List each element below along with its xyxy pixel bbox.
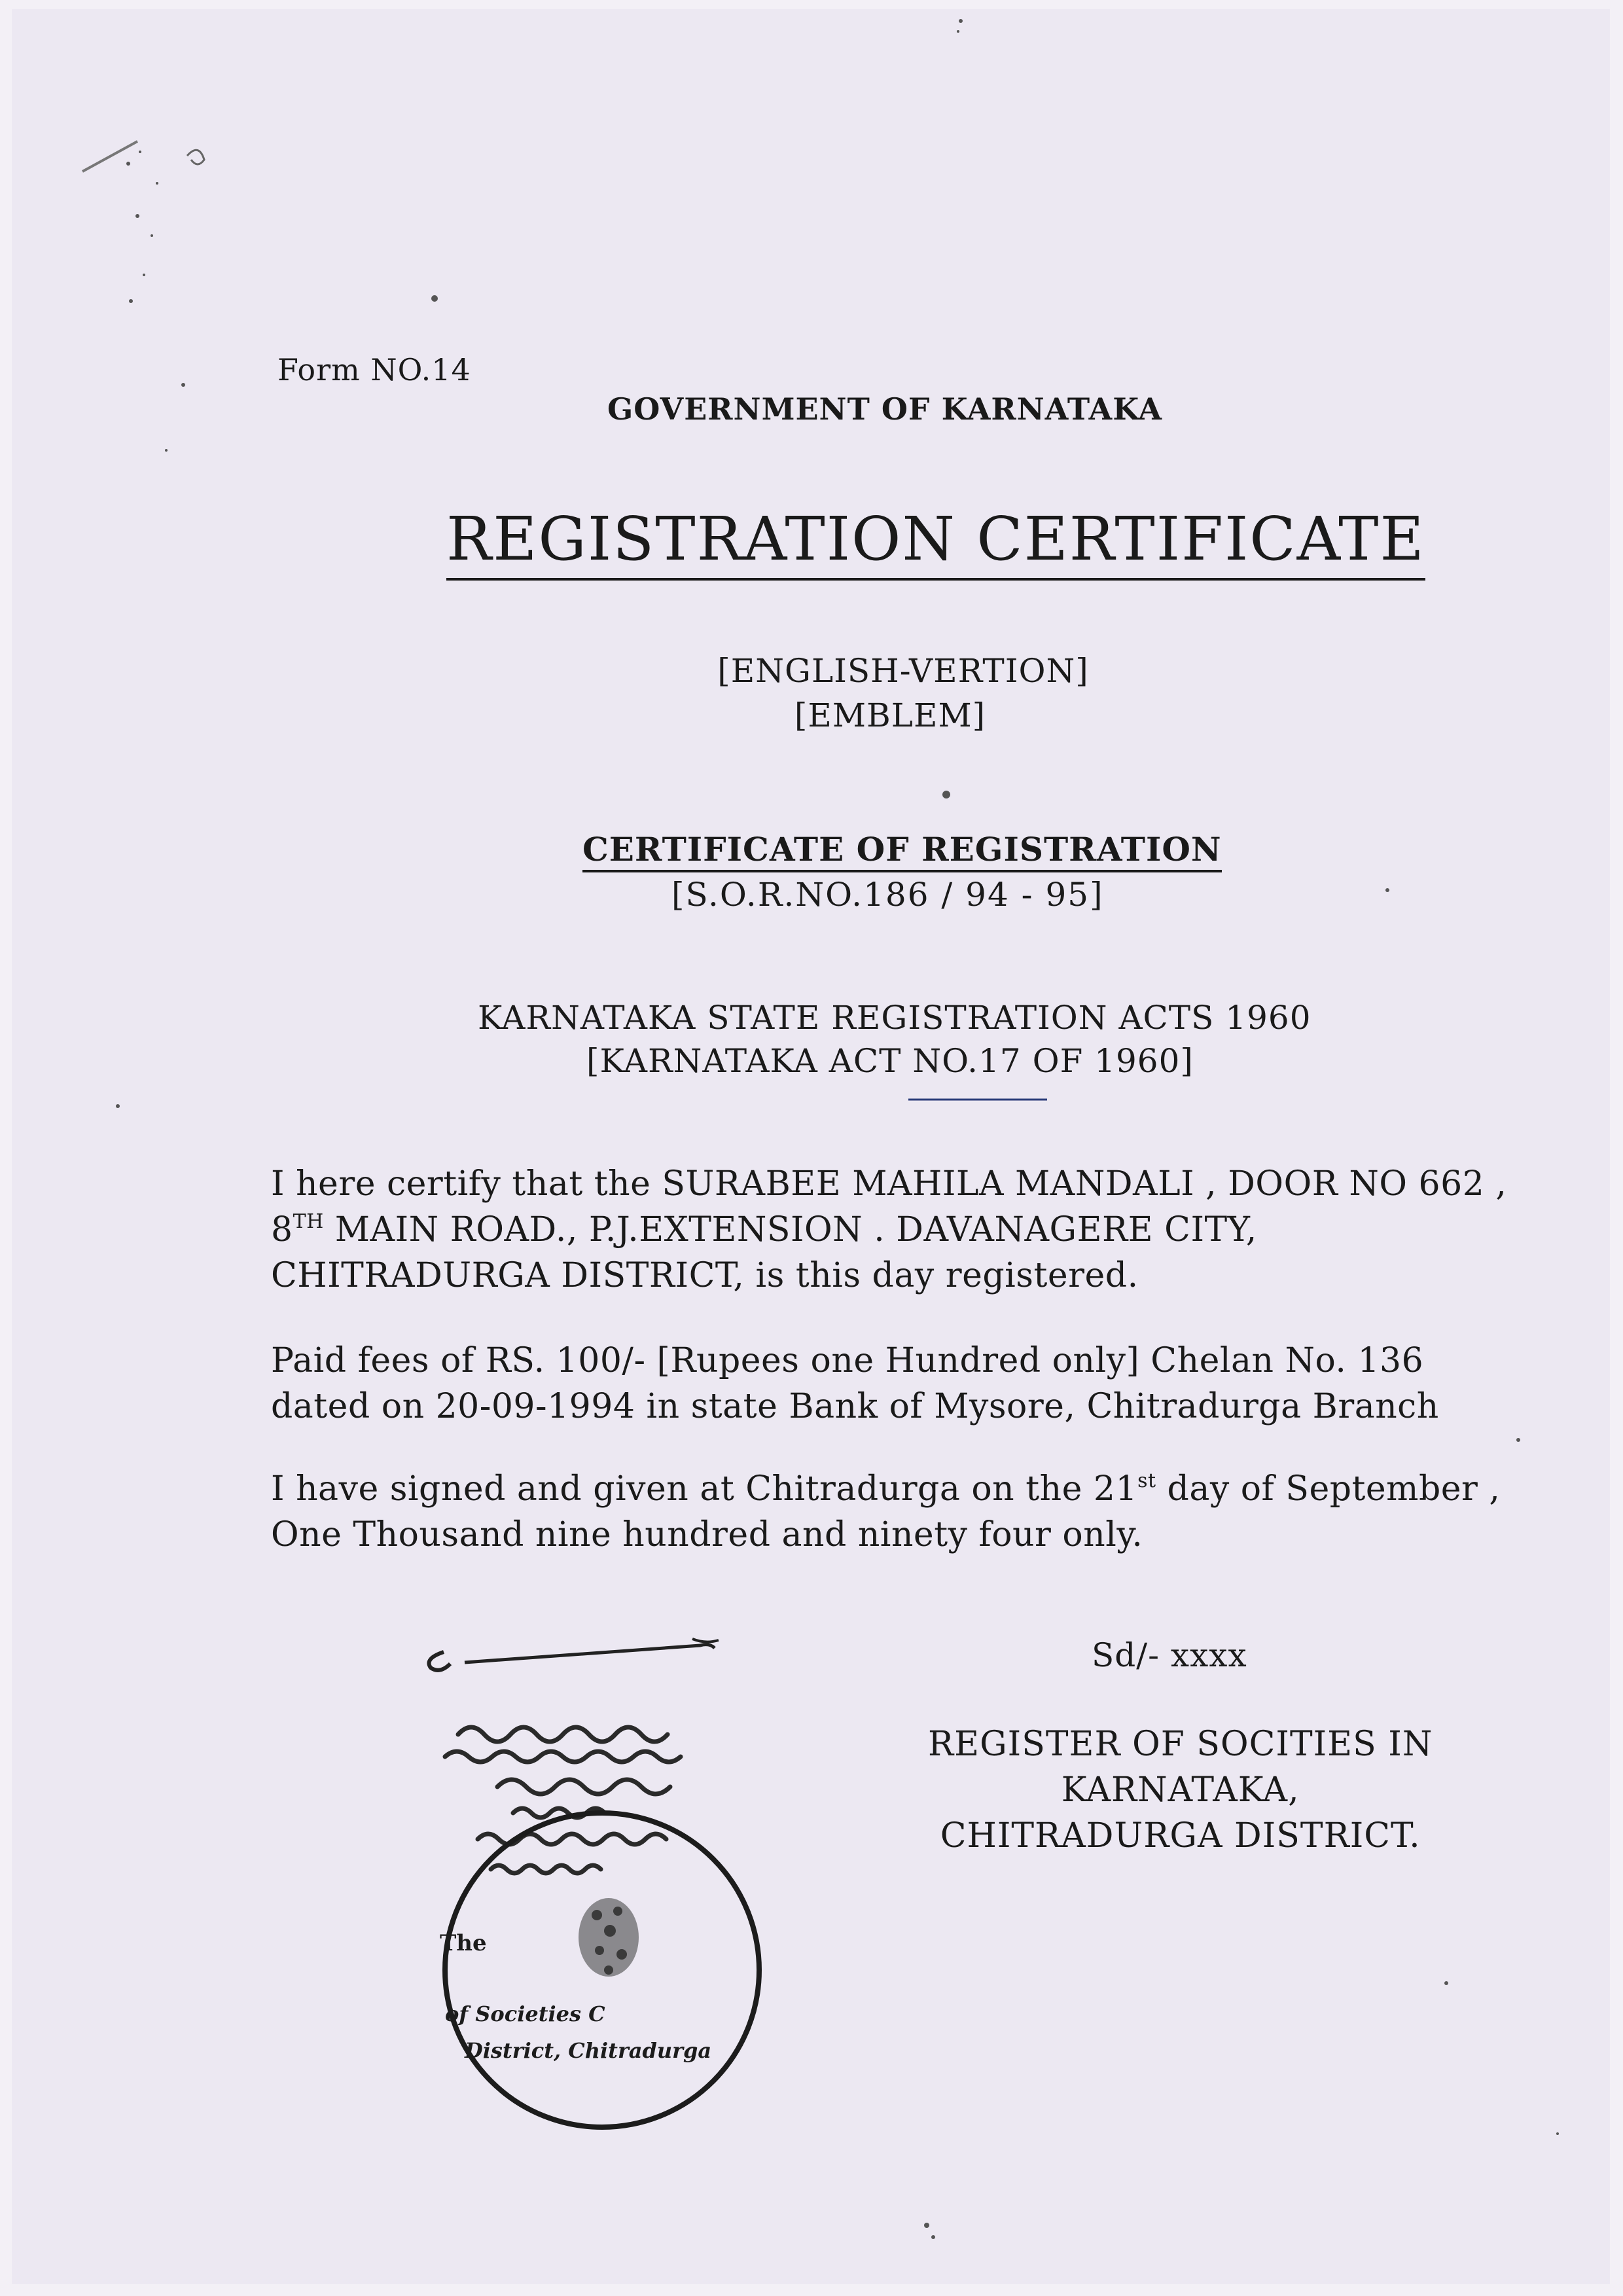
certify-line-3: CHITRADURGA DISTRICT, is this day registered. — [271, 1256, 1139, 1295]
fees-paragraph — [271, 1338, 1439, 1429]
seal-text-3: District, Chitradurga — [465, 2038, 712, 2063]
signature-scribble — [429, 1652, 451, 1670]
signed-line-1 — [271, 1466, 1500, 1512]
official-seal-stamp — [366, 1623, 825, 2160]
form-number: Form NO.14 — [277, 352, 471, 387]
fees-line-2: dated on 20-09-1994 in state Bank of Mysore, Chitradurga Branch — [271, 1387, 1439, 1426]
signed-line-1-suffix: st — [1137, 1469, 1156, 1492]
signed-line-2: One Thousand nine hundred and ninety four only. — [271, 1515, 1143, 1554]
certify-line-2-suffix: TH — [293, 1210, 324, 1233]
seal-text-2: of Societies C — [445, 2001, 605, 2026]
act-line-1: KARNATAKA STATE REGISTRATION ACTS 1960 — [478, 999, 1311, 1037]
registrar-line-3: CHITRADURGA DISTRICT. — [940, 1816, 1421, 1856]
emblem-label: [EMBLEM] — [794, 696, 986, 734]
emblem-icon — [579, 1898, 639, 1977]
certify-line-2-number: 8 — [271, 1210, 293, 1249]
seal-text-1: The — [440, 1930, 487, 1956]
certify-line-2-text: MAIN ROAD., P.J.EXTENSION . DAVANAGERE CITY, — [323, 1210, 1257, 1249]
registrar-line-1: REGISTER OF SOCITIES IN — [928, 1725, 1433, 1764]
signed-paragraph — [271, 1466, 1500, 1558]
registrar-block — [928, 1721, 1433, 1859]
act-line-2: [KARNATAKA ACT NO.17 OF 1960] — [586, 1042, 1194, 1080]
page-title: REGISTRATION CERTIFICATE — [446, 504, 1425, 581]
version-label: [ENGLISH-VERTION] — [717, 652, 1089, 690]
registrar-line-2: KARNATAKA, — [1061, 1770, 1300, 1810]
kannada-stamp-text — [445, 1727, 681, 1873]
certify-line-1: I here certify that the SURABEE MAHILA MANDALI , DOOR NO 662 , — [271, 1164, 1507, 1204]
certify-paragraph — [271, 1161, 1507, 1299]
certificate-heading: CERTIFICATE OF REGISTRATION — [582, 830, 1222, 872]
signature-sd: Sd/- xxxx — [1092, 1636, 1247, 1674]
signed-line-1-tail: day of September , — [1156, 1469, 1501, 1509]
sor-number: [S.O.R.NO.186 / 94 - 95] — [671, 876, 1104, 914]
signed-line-1-text: I have signed and given at Chitradurga on the 21 — [271, 1469, 1138, 1509]
government-heading: GOVERNMENT OF KARNATAKA — [607, 391, 1163, 427]
fees-line-1: Paid fees of RS. 100/- [Rupees one Hundred only] Chelan No. 136 — [271, 1341, 1424, 1380]
certify-line-2 — [271, 1207, 1507, 1253]
